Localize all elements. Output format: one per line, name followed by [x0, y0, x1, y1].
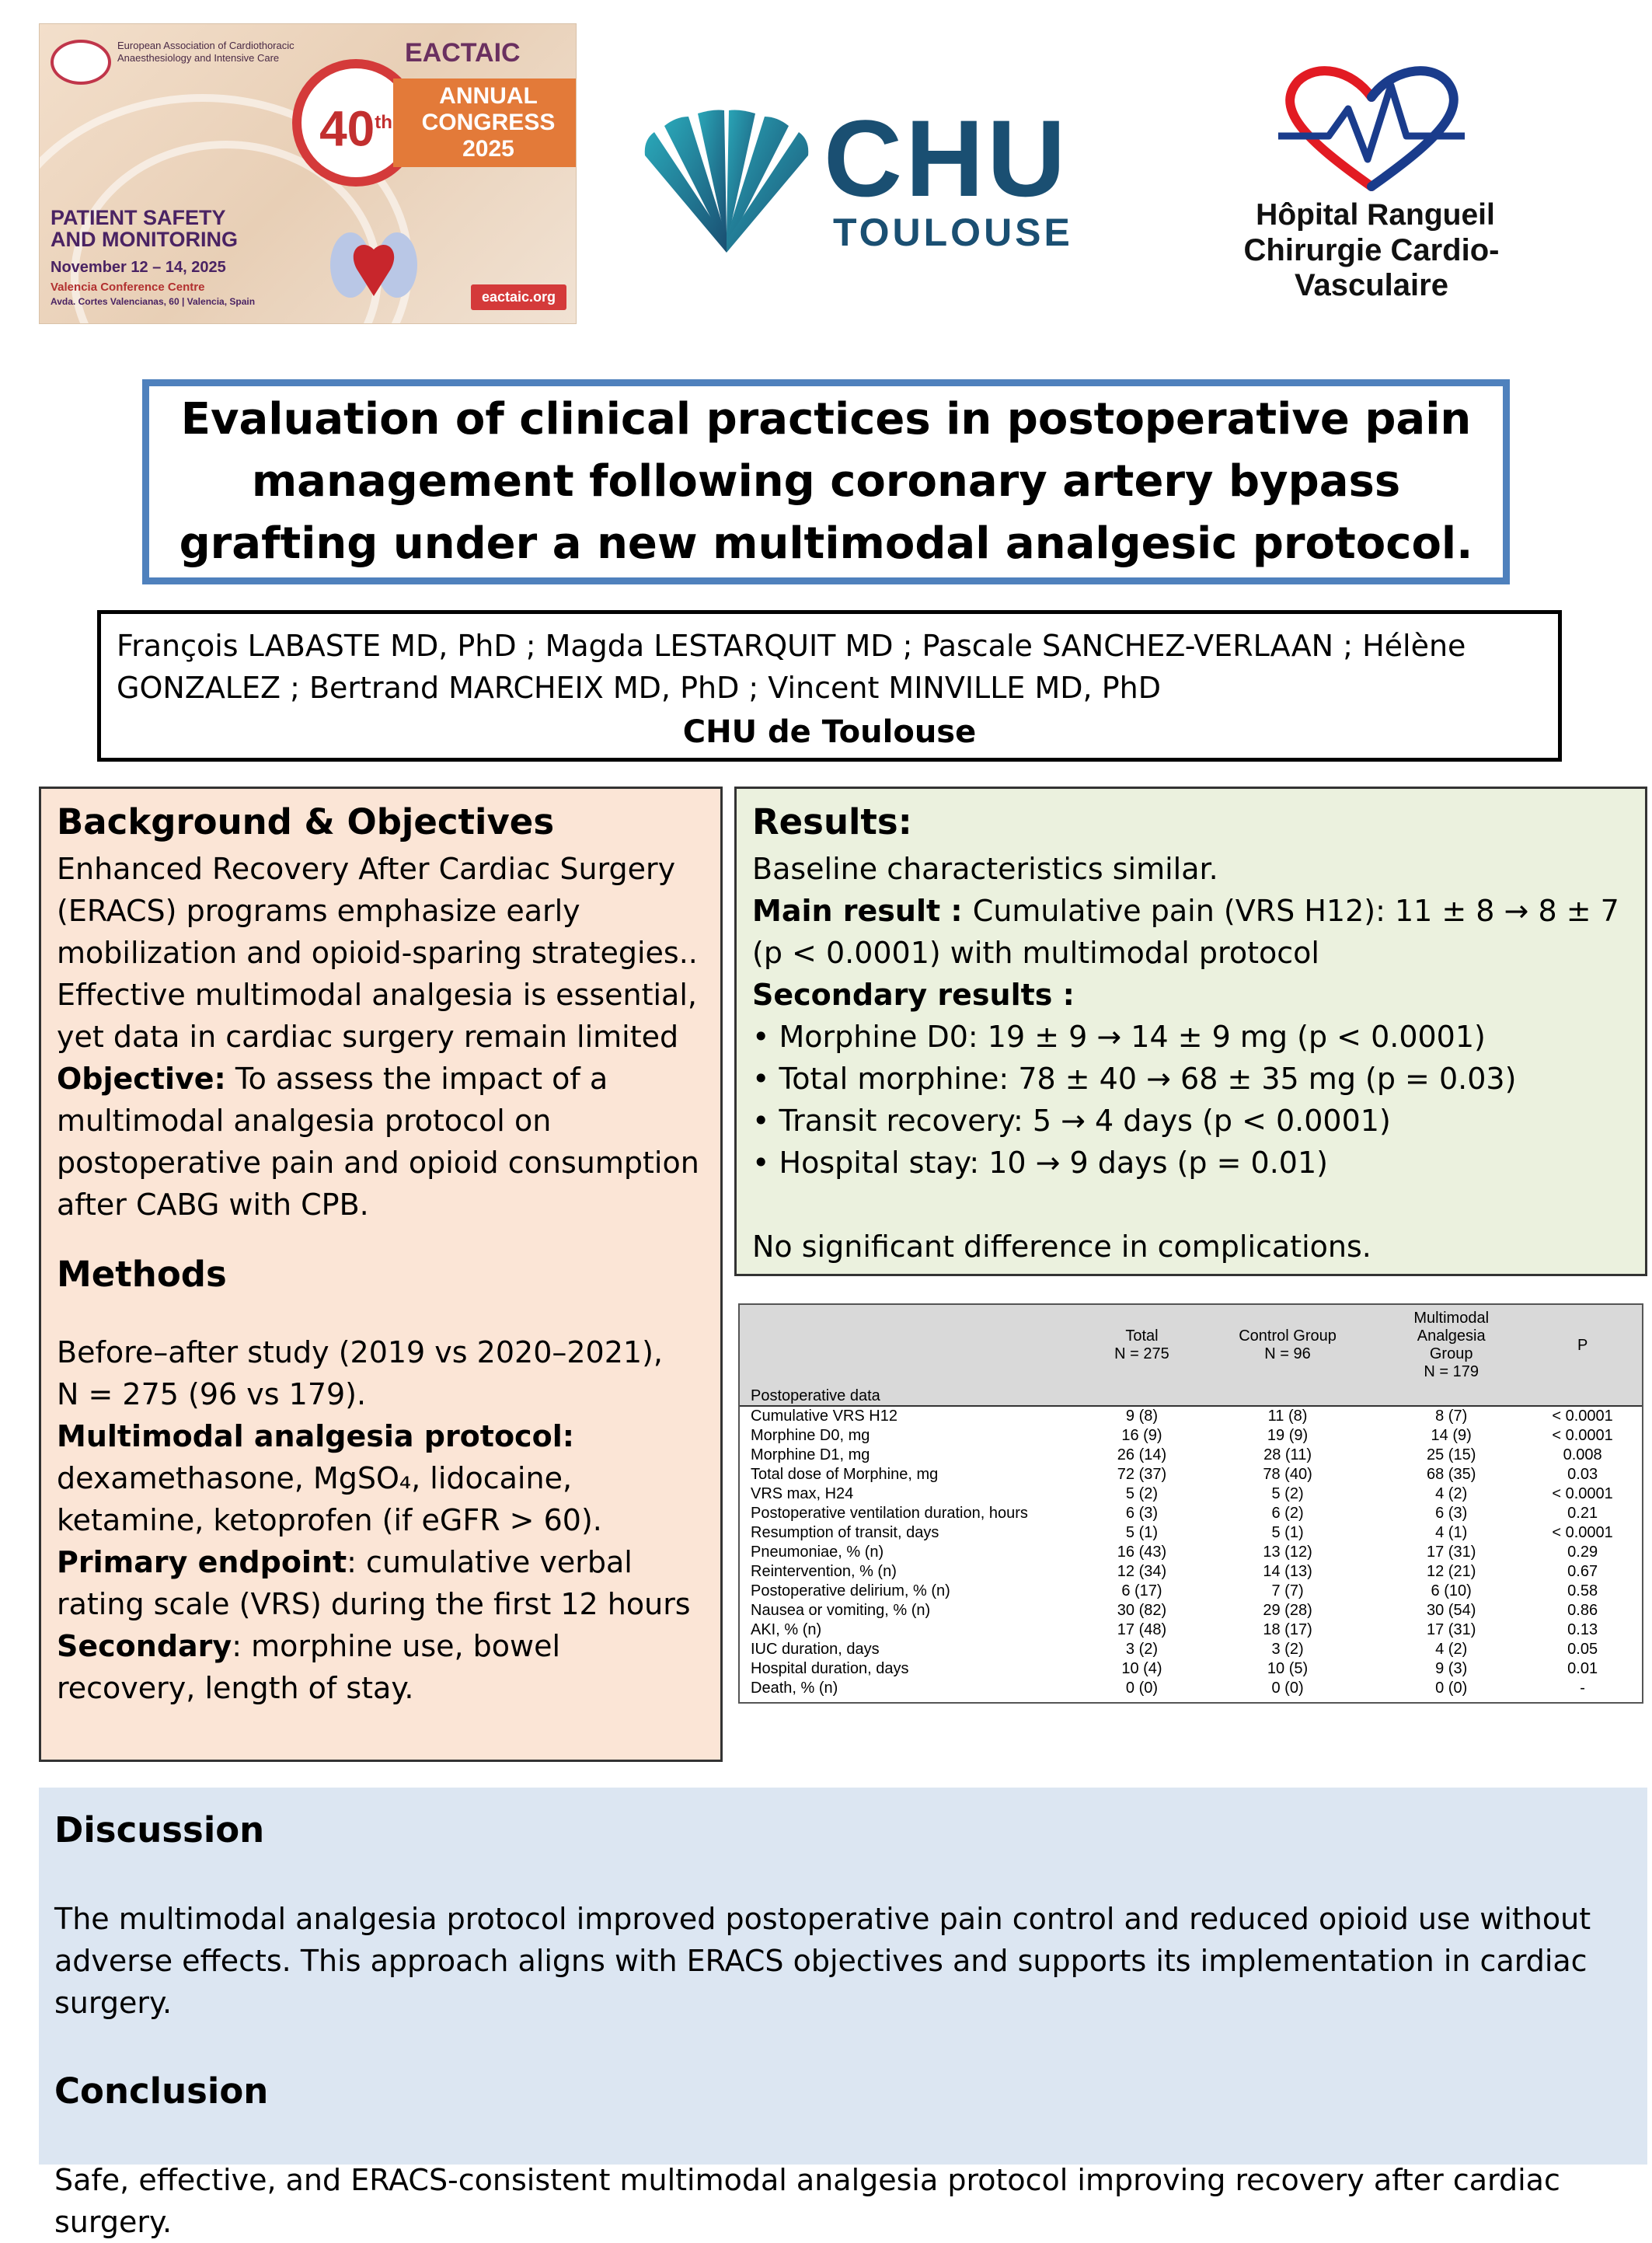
hospital-name: Hôpital Rangueil	[1256, 198, 1495, 232]
table-cell: 5 (1)	[1271, 1524, 1304, 1541]
table-cell: 9 (8)	[1125, 1408, 1159, 1425]
conclusion-text: Safe, effective, and ERACS-consistent multimodal analgesia protocol improving recovery after cardiac surgery.	[54, 2163, 1560, 2239]
table-row-label: Pneumoniae, % (n)	[751, 1544, 884, 1561]
table-cell: 16 (43)	[1117, 1544, 1167, 1561]
table-row	[740, 1543, 1642, 1562]
objective-label: Objective:	[57, 1062, 226, 1096]
complications-text: No significant difference in complications.	[752, 1230, 1371, 1264]
table-row-label: Postoperative delirium, % (n)	[751, 1582, 950, 1599]
table-cell: 6 (2)	[1271, 1505, 1304, 1522]
congress-venue	[51, 281, 255, 309]
baseline-text: Baseline characteristics similar.	[752, 852, 1218, 886]
table-row-label: AKI, % (n)	[751, 1621, 822, 1638]
table-cell: 10 (5)	[1267, 1660, 1309, 1677]
protocol-paragraph	[57, 1415, 705, 1541]
table-cell: 14 (13)	[1263, 1563, 1312, 1580]
table-row-label: Resumption of transit, days	[751, 1524, 939, 1541]
secondary-endpoint-label: Secondary	[57, 1629, 232, 1663]
table-cell: 0.86	[1567, 1602, 1598, 1619]
primary-endpoint-label: Primary endpoint	[57, 1545, 347, 1579]
methods-heading: Methods	[57, 1254, 227, 1295]
table-row-label: Hospital duration, days	[751, 1660, 909, 1677]
table-header-row	[740, 1305, 1642, 1386]
table-row	[740, 1582, 1642, 1601]
hopital-rangueil-logo	[1181, 62, 1562, 302]
congress-banner	[393, 78, 577, 167]
results-table	[740, 1305, 1642, 1698]
table-cell: 12 (21)	[1426, 1563, 1476, 1580]
eactaic-congress-logo	[39, 23, 577, 324]
table-row	[740, 1484, 1642, 1504]
table-cell: 5 (2)	[1125, 1485, 1159, 1502]
table-cell: 8 (7)	[1435, 1408, 1468, 1425]
poster-title: Evaluation of clinical practices in postoperative pain management following coronary artery bypass grafting under a new multimodal analgesic protocol.	[179, 394, 1473, 569]
table-group-label: Postoperative data	[740, 1386, 1642, 1406]
table-cell: 17 (48)	[1117, 1621, 1167, 1638]
table-row-label: Nausea or vomiting, % (n)	[751, 1602, 931, 1619]
primary-endpoint-paragraph	[57, 1541, 705, 1625]
table-cell: 72 (37)	[1117, 1466, 1167, 1483]
congress-website: eactaic.org	[471, 284, 566, 310]
table-row	[740, 1640, 1642, 1659]
table-cell: < 0.0001	[1552, 1408, 1613, 1425]
congress-line-3: 2025	[462, 136, 514, 162]
toulouse-wordmark: TOULOUSE	[833, 211, 1073, 254]
discussion-heading: Discussion	[54, 1809, 265, 1851]
table-row-label: Morphine D1, mg	[751, 1446, 870, 1463]
table-cell: 0 (0)	[1435, 1680, 1468, 1697]
venue-line-2: Avda. Cortes Valencianas, 60 | Valencia, Spain	[51, 296, 256, 307]
table-row-label: Total dose of Morphine, mg	[751, 1466, 939, 1483]
table-cell: 12 (34)	[1117, 1563, 1167, 1580]
table-header-cell: Multimodal Analgesia Group N = 179	[1379, 1305, 1523, 1386]
table-cell: 30 (54)	[1426, 1602, 1476, 1619]
background-heading: Background & Objectives	[57, 801, 555, 842]
table-cell: 68 (35)	[1426, 1466, 1476, 1483]
table-cell: 17 (31)	[1426, 1544, 1476, 1561]
table-row	[740, 1659, 1642, 1679]
objective-text: To assess the impact of a multimodal analgesia protocol on postoperative pain and opioid consumption after CABG with CPB.	[57, 1062, 699, 1222]
table-cell: 10 (4)	[1121, 1660, 1162, 1677]
shell-icon	[637, 109, 816, 256]
primary-endpoint-text: : cumulative verbal rating scale (VRS) during the first 12 hours	[57, 1545, 691, 1621]
theme-line-1: PATIENT SAFETY	[51, 206, 226, 229]
background-methods-box	[39, 787, 723, 1762]
table-cell: 9 (3)	[1435, 1660, 1468, 1677]
results-heading: Results:	[752, 801, 912, 842]
table-row-label: Reintervention, % (n)	[751, 1563, 897, 1580]
table-cell: 4 (1)	[1435, 1524, 1468, 1541]
table-cell: 0.008	[1563, 1446, 1602, 1463]
secondary-endpoint-paragraph	[57, 1625, 705, 1709]
table-cell: 0.01	[1567, 1660, 1598, 1677]
congress-theme	[51, 207, 238, 250]
anniversary-number: 40	[319, 100, 375, 157]
secondary-results-label: Secondary results :	[752, 978, 1075, 1012]
protocol-text: dexamethasone, MgSO₄, lidocaine, ketamine, ketoprofen (if eGFR > 60).	[57, 1461, 602, 1537]
table-row-label: Death, % (n)	[751, 1680, 838, 1697]
chu-toulouse-logo	[637, 97, 1073, 256]
discussion-text: The multimodal analgesia protocol improved postoperative pain control and reduced opioid use without adverse effects. This approach aligns with ERACS objectives and supports its implementation in cardiac surgery.	[54, 1902, 1591, 2020]
table-cell: < 0.0001	[1552, 1485, 1613, 1502]
table-header-cell	[740, 1305, 1088, 1386]
table-row-label: Postoperative ventilation duration, hours	[751, 1505, 1028, 1522]
result-bullet: • Morphine D0: 19 ± 9 → 14 ± 9 mg (p < 0.0001)	[752, 1020, 1486, 1054]
objective-paragraph	[57, 1058, 705, 1226]
theme-line-2: AND MONITORING	[51, 228, 238, 251]
chu-wordmark: CHU	[824, 97, 1069, 219]
conclusion-heading: Conclusion	[54, 2070, 269, 2112]
table-cell: 6 (17)	[1121, 1582, 1162, 1599]
table-row	[740, 1679, 1642, 1698]
eactaic-heart-logo-icon	[51, 40, 111, 85]
table-row-label: IUC duration, days	[751, 1641, 880, 1658]
table-cell: 16 (9)	[1121, 1427, 1162, 1444]
table-cell: 28 (11)	[1263, 1446, 1312, 1463]
author-list: François LABASTE MD, PhD ; Magda LESTARQUIT MD ; Pascale SANCHEZ-VERLAAN ; Hélène GONZALEZ ; Bertrand MARCHEIX MD, PhD ; Vincent MINVILLE MD, PhD	[117, 629, 1466, 705]
table-row-label: Cumulative VRS H12	[751, 1408, 897, 1425]
table-cell: 19 (9)	[1267, 1427, 1309, 1444]
anniversary-suffix: th	[375, 112, 392, 133]
title-box	[142, 379, 1510, 584]
table-cell: 29 (28)	[1263, 1602, 1312, 1619]
table-group-row	[740, 1386, 1642, 1406]
table-cell: 6 (3)	[1435, 1505, 1468, 1522]
table-row	[740, 1601, 1642, 1620]
table-row	[740, 1446, 1642, 1465]
table-cell: 18 (17)	[1263, 1621, 1312, 1638]
table-cell: 0 (0)	[1271, 1680, 1304, 1697]
study-design-line-2: N = 275 (96 vs 179).	[57, 1377, 367, 1411]
congress-dates: November 12 – 14, 2025	[51, 259, 226, 276]
main-result-text: Cumulative pain (VRS H12): 11 ± 8 → 8 ± 7 (p < 0.0001) with multimodal protocol	[752, 894, 1619, 970]
table-cell: 17 (31)	[1426, 1621, 1476, 1638]
table-row	[740, 1465, 1642, 1484]
table-cell: 3 (2)	[1125, 1641, 1159, 1658]
table-cell: 5 (1)	[1125, 1524, 1159, 1541]
table-cell: 7 (7)	[1271, 1582, 1304, 1599]
table-row	[740, 1426, 1642, 1446]
results-table-container	[738, 1303, 1643, 1704]
table-cell: 6 (3)	[1125, 1505, 1159, 1522]
main-result-paragraph	[752, 890, 1629, 974]
table-row-label: Morphine D0, mg	[751, 1427, 870, 1444]
table-cell: 0.13	[1567, 1621, 1598, 1638]
table-cell: 13 (12)	[1263, 1544, 1312, 1561]
table-row	[740, 1620, 1642, 1640]
authors-box	[97, 610, 1562, 762]
table-cell: 4 (2)	[1435, 1641, 1468, 1658]
eactaic-wordmark: EACTAIC	[405, 38, 521, 68]
main-result-label: Main result :	[752, 894, 973, 928]
table-cell: < 0.0001	[1552, 1524, 1613, 1541]
result-bullet: • Hospital stay: 10 → 9 days (p = 0.01)	[752, 1146, 1328, 1180]
result-bullet: • Transit recovery: 5 → 4 days (p < 0.0001)	[752, 1104, 1391, 1138]
department-name: Chirurgie Cardio-Vasculaire	[1243, 233, 1500, 302]
table-cell: 14 (9)	[1431, 1427, 1472, 1444]
table-header-cell: P	[1523, 1305, 1642, 1386]
venue-line-1: Valencia Conference Centre	[51, 281, 205, 294]
protocol-label: Multimodal analgesia protocol:	[57, 1419, 574, 1453]
result-bullet: • Total morphine: 78 ± 40 → 68 ± 35 mg (p = 0.03)	[752, 1062, 1517, 1096]
table-row-label: VRS max, H24	[751, 1485, 854, 1502]
table-cell: < 0.0001	[1552, 1427, 1613, 1444]
heart-ecg-icon	[1274, 62, 1469, 194]
table-cell: 30 (82)	[1117, 1602, 1167, 1619]
table-cell: 0.67	[1567, 1563, 1598, 1580]
table-cell: 78 (40)	[1263, 1466, 1312, 1483]
discussion-conclusion-box	[39, 1788, 1647, 2239]
table-cell: 0.58	[1567, 1582, 1598, 1599]
background-text: Enhanced Recovery After Cardiac Surgery (ERACS) programs emphasize early mobilization and opioid-sparing strategies.. Effective multimodal analgesia is essential, yet data in cardiac surgery remain limited	[57, 852, 698, 1054]
table-row	[740, 1504, 1642, 1523]
table-row	[740, 1406, 1642, 1426]
institution: CHU de Toulouse	[682, 714, 977, 750]
table-cell: 0.05	[1567, 1641, 1598, 1658]
secondary-endpoint-text: : morphine use, bowel recovery, length of stay.	[57, 1629, 561, 1705]
table-cell: 4 (2)	[1435, 1485, 1468, 1502]
table-cell: 0.21	[1567, 1505, 1598, 1522]
table-cell: 0.03	[1567, 1466, 1598, 1483]
congress-line-2: CONGRESS	[421, 110, 556, 135]
table-cell: 11 (8)	[1267, 1408, 1308, 1425]
table-cell: 3 (2)	[1271, 1641, 1304, 1658]
congress-line-1: ANNUAL	[439, 83, 538, 109]
table-cell: 5 (2)	[1271, 1485, 1304, 1502]
table-header-cell: Total N = 275	[1088, 1305, 1196, 1386]
association-name: European Association of Cardiothoracic Anaesthesiology and Intensive Care	[117, 40, 295, 64]
table-cell: 0 (0)	[1125, 1680, 1159, 1697]
table-cell: 25 (15)	[1426, 1446, 1476, 1463]
table-cell: 0.29	[1567, 1544, 1598, 1561]
table-row	[740, 1523, 1642, 1543]
table-cell: 6 (10)	[1431, 1582, 1472, 1599]
table-header-cell: Control Group N = 96	[1196, 1305, 1379, 1386]
heart-lungs-illustration-icon	[327, 222, 420, 308]
table-row	[740, 1562, 1642, 1582]
table-cell: -	[1580, 1680, 1585, 1697]
study-design-line-1: Before–after study (2019 vs 2020–2021),	[57, 1335, 663, 1369]
table-cell: 26 (14)	[1117, 1446, 1167, 1463]
results-box	[734, 787, 1647, 1276]
